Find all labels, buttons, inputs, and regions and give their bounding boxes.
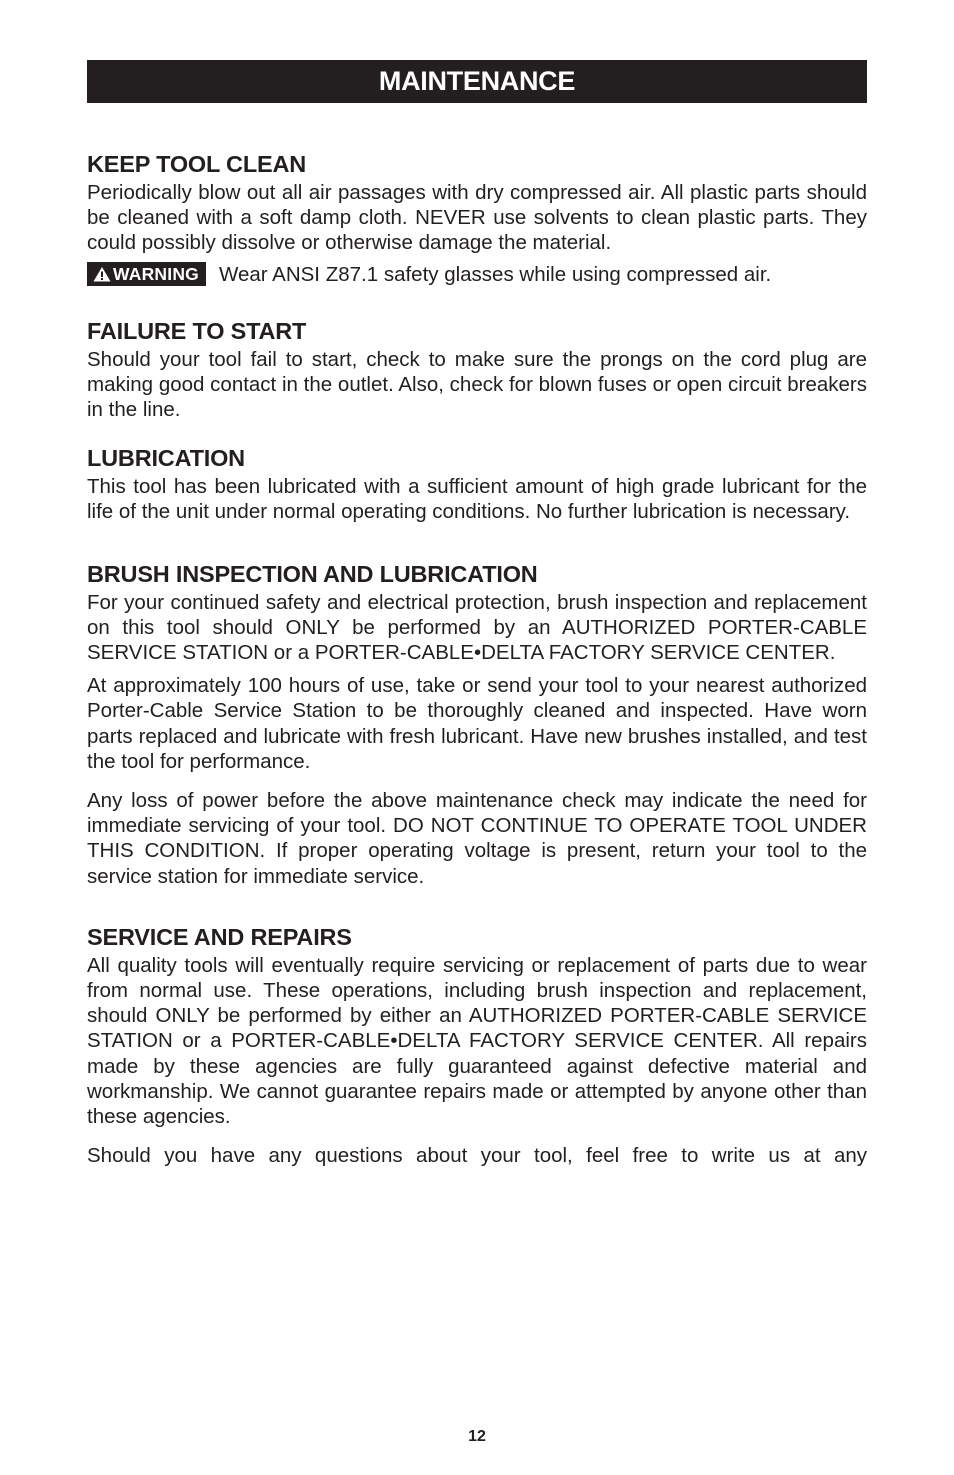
section-paragraph: Any loss of power before the above maintenance check may indicate the need for immediate servicing of your tool. DO NOT CONTINUE TO OPERATE TOOL UNDER THIS CONDITION. If proper operating voltage is present, return your tool to the service station for immediate service. <box>87 789 867 888</box>
section-lubrication <box>87 442 867 524</box>
warning-label: WARNING <box>113 263 199 284</box>
section-paragraph: For your continued safety and electrical protection, brush inspection and replacement on this tool should ONLY be performed by an AUTHORIZED PORTER-CABLE SERVICE STATION or a PORTER-CABLE•DELTA FACTORY SERVICE CENTER. <box>87 590 867 665</box>
section-paragraph: At approximately 100 hours of use, take or send your tool to your nearest authorized Porter-Cable Service Station to be thoroughly cleaned and inspected. Have worn parts replaced and lubricate with fresh lubricant. Have new brushes installed, and test the tool for performance. <box>87 674 867 773</box>
page-number: 12 <box>468 1428 486 1445</box>
section-heading: KEEP TOOL CLEAN <box>87 151 306 177</box>
section-paragraph: All quality tools will eventually require servicing or replacement of parts due to wear from normal use. These operations, including brush inspection and replacement, should ONLY be performed by either an AUTHORIZED PORTER-CABLE SERVICE STATION or a PORTER-CABLE•DELTA FACTORY SERVICE CENTER. All repairs made by these agencies are fully guaranteed against defective material and workmanship. We cannot guarantee repairs made or attempted by anyone other than these agencies. <box>87 953 867 1129</box>
section-paragraph: Should your tool fail to start, check to make sure the prongs on the cord plug are making good contact in the outlet. Also, check for blown fuses or open circuit breakers in the line. <box>87 347 867 422</box>
section-heading: BRUSH INSPECTION AND LUBRICATION <box>87 560 538 587</box>
section-failure-to-start <box>87 315 867 423</box>
warning-text: Wear ANSI Z87.1 safety glasses while using compressed air. <box>218 262 772 286</box>
section-service-and-repairs <box>87 921 867 1169</box>
section-heading: SERVICE AND REPAIRS <box>87 923 352 950</box>
section-heading: LUBRICATION <box>87 445 245 472</box>
page-title: MAINTENANCE <box>378 66 576 96</box>
section-brush-inspection <box>87 558 867 889</box>
section-paragraph: This tool has been lubricated with a sufficient amount of high grade lubricant for the life of the unit under normal operating conditions. No further lubrication is necessary. <box>87 475 867 524</box>
section-paragraph: Should you have any questions about your tool, feel free to write us at any <box>87 1144 867 1168</box>
warning-triangle-icon <box>93 266 111 282</box>
warning-notice <box>87 262 867 287</box>
section-paragraph: Periodically blow out all air passages with dry compressed air. All plastic parts should be cleaned with a soft damp cloth. NEVER use solvents to clean plastic parts. They could possibly dissolve or otherwise damage the material. <box>87 181 867 255</box>
section-keep-tool-clean <box>87 148 867 287</box>
warning-badge <box>87 262 206 286</box>
section-heading: FAILURE TO START <box>87 317 307 344</box>
page-title-bar <box>87 60 867 103</box>
main-content <box>87 148 867 1168</box>
